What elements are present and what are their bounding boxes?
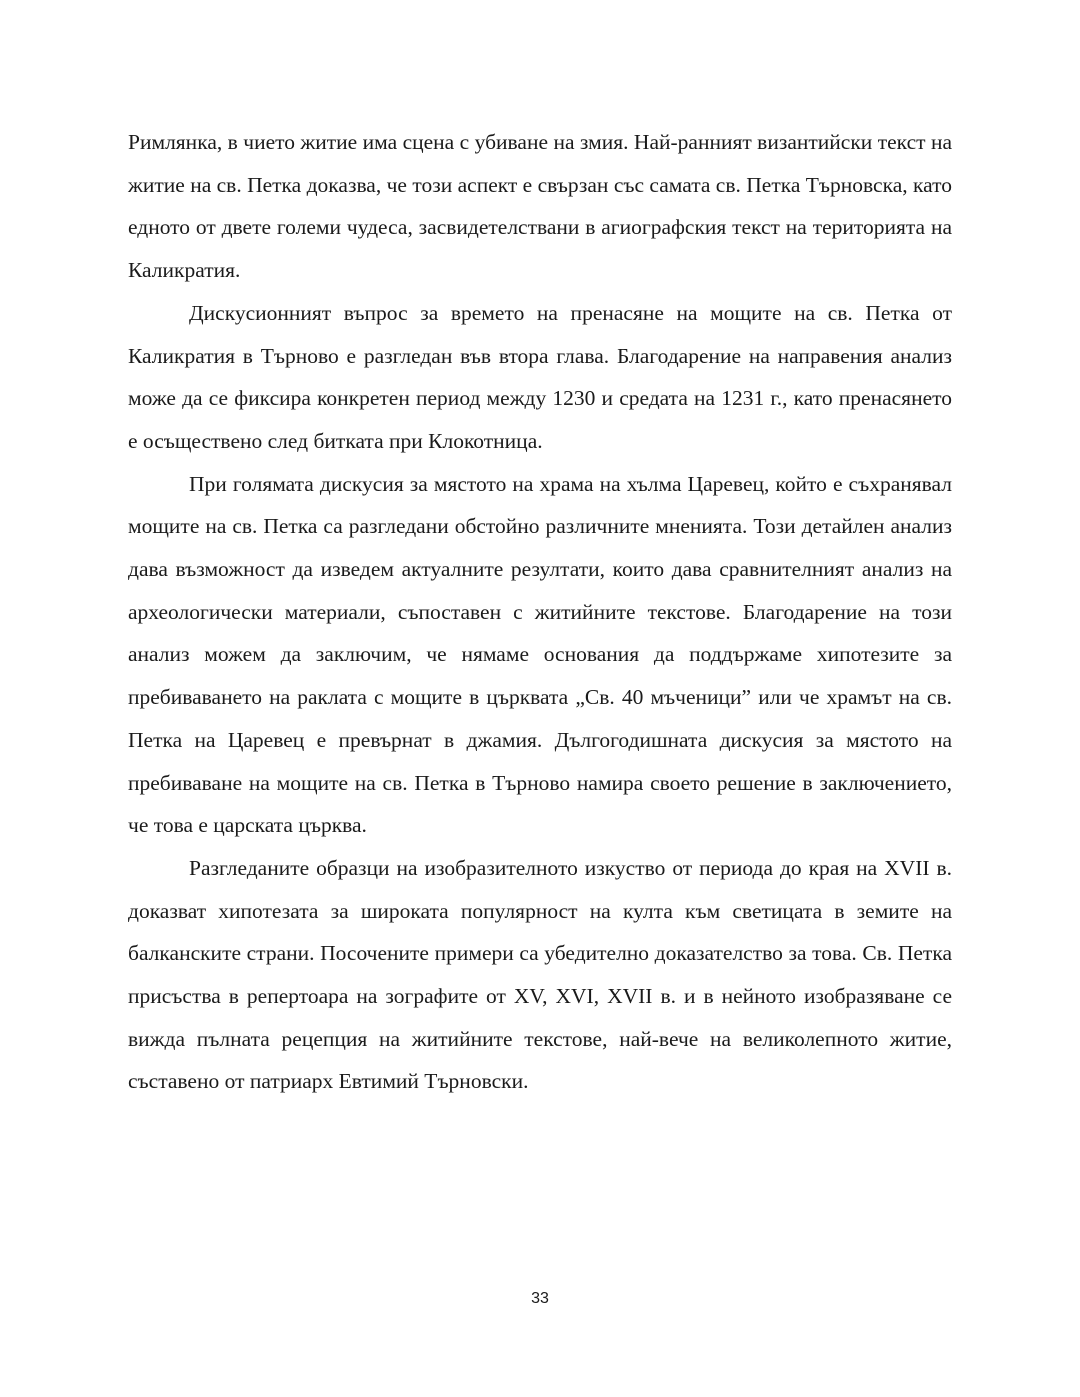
body-text [128, 121, 952, 1103]
paragraph-continuation: Римлянка, в чието житие има сцена с убиване на змия. Най-ранният византийски текст на житие на св. Петка доказва, че този аспект е свързан със самата св. Петка Търновска, като едното от двете големи чудеса, засвидетелствани в агиографския текст на територията на Каликратия. [128, 130, 952, 283]
paragraph-relics-transfer: Дискусионният въпрос за времето на пренасяне на мощите на св. Петка от Каликратия в Търново е разгледан във втора глава. Благодарение на направения анализ може да се фиксира конкретен период между 1230 и средата на 1231 г., като пренасянето е осъществено след битката при Клокотница. [128, 300, 952, 453]
paragraph-fine-arts: Разгледаните образци на изобразителното изкуство от периода до края на XVII в. доказват хипотезата за широката популярност на култа към светицата в земите на балканските страни. Посочените примери са убедително доказателство за това. Св. Петка присъства в репертоара на зографите от XV, XVI, XVII в. и в нейното изобразяване се вижда пълната рецепция на житийните текстове, най-вече на великолепното житие, съставено от патриарх Евтимий Търновски. [128, 855, 952, 1094]
paragraph-tsarevets-church: При голямата дискусия за мястото на храма на хълма Царевец, който е съхранявал мощите на св. Петка са разгледани обстойно различните мненията. Този детайлен анализ дава възможност да изведем актуалните резултати, които дава сравнителният анализ на археологически материали, съпоставен с житийните текстове. Благодарение на този анализ можем да заключим, че нямаме основания да поддържаме хипотезите за пребиваването на раклата с мощите в църквата „Св. 40 мъченици” или че храмът на св. Петка на Царевец е превърнат в джамия. Дългогодишната дискусия за мястото на пребиваване на мощите на св. Петка в Търново намира своето решение в заключението, че това е царската църква. [128, 471, 952, 838]
page-number: 33 [531, 1290, 549, 1307]
